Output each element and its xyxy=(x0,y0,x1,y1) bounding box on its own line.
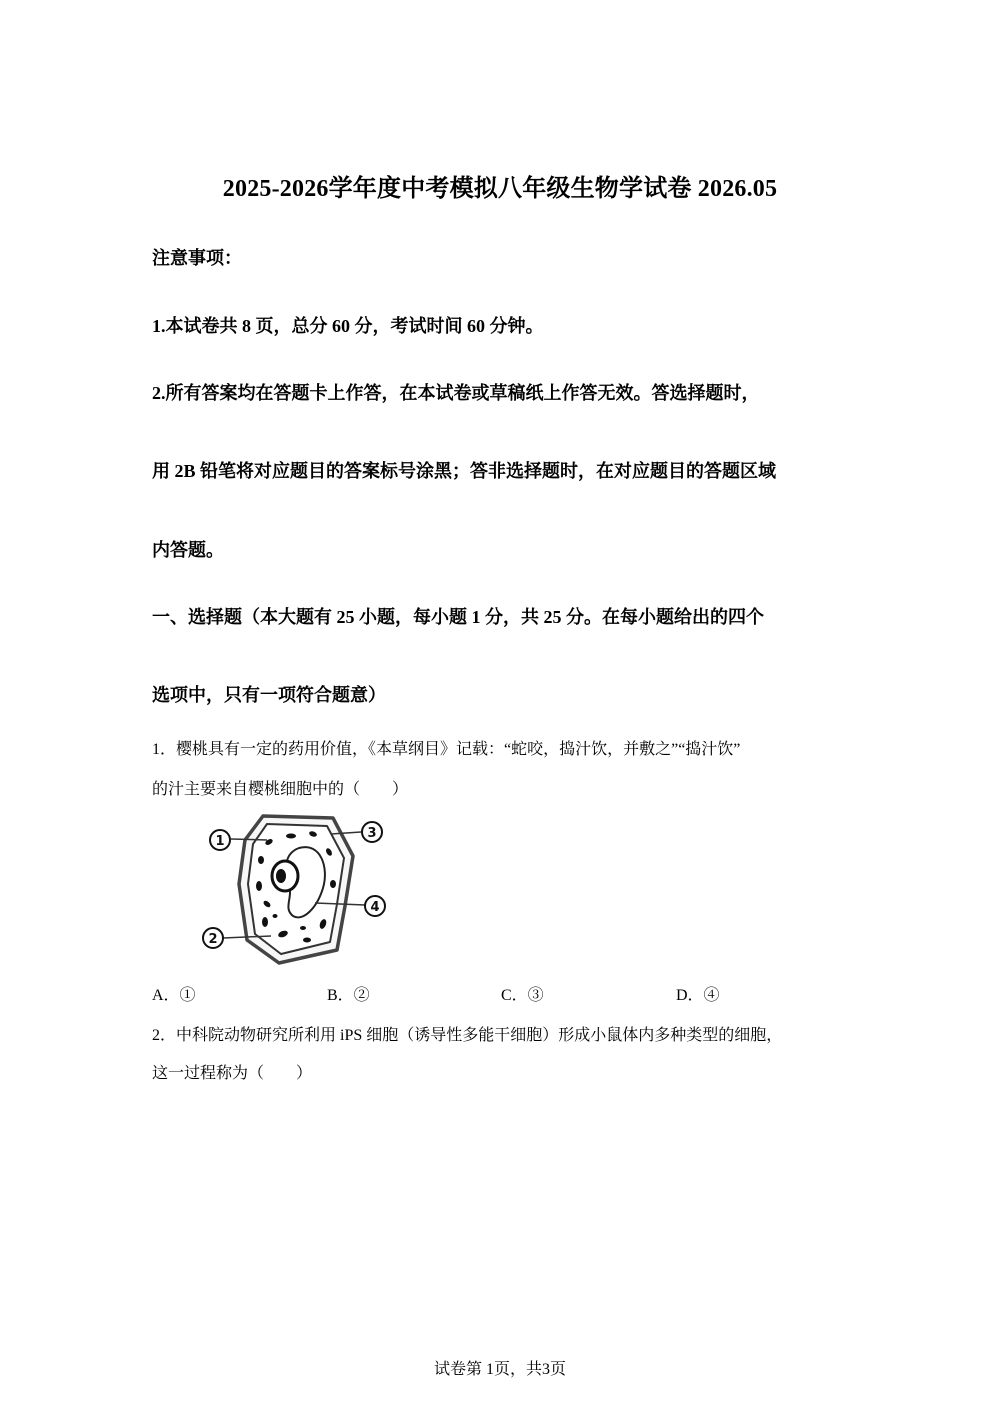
label-4-marker xyxy=(365,896,385,916)
plant-cell-diagram xyxy=(195,808,395,968)
label-3-marker xyxy=(362,822,382,842)
question-1-stem-line-2: 的汁主要来自樱桃细胞中的（ ） xyxy=(152,781,409,798)
notice-heading: 注意事项： xyxy=(152,248,242,268)
svg-text:4: 4 xyxy=(370,900,380,915)
notice-item-1: 1.本试卷共 8 页，总分 60 分，考试时间 60 分钟。 xyxy=(152,316,544,336)
svg-text:2: 2 xyxy=(208,932,218,947)
nucleolus xyxy=(276,869,286,883)
notice-item-2-line-3: 内答题。 xyxy=(152,540,224,560)
svg-text:3: 3 xyxy=(367,826,377,841)
notice-item-2-line-1: 2.所有答案均在答题卡上作答，在本试卷或草稿纸上作答无效。答选择题时， xyxy=(152,383,760,403)
section-1-heading-line-1: 一、选择题（本大题有 25 小题，每小题 1 分，共 25 分。在每小题给出的四个 xyxy=(152,607,764,627)
question-2-stem-line-1: 2．中科院动物研究所利用 iPS 细胞（诱导性多能干细胞）形成小鼠体内多种类型的细胞， xyxy=(152,1027,783,1044)
label-1-marker xyxy=(210,830,230,850)
question-1-option-c[interactable]: C．③ xyxy=(501,987,544,1004)
question-1-option-b[interactable]: B．② xyxy=(327,987,370,1004)
notice-item-2-line-2: 用 2B 铅笔将对应题目的答案标号涂黑；答非选择题时，在对应题目的答题区域 xyxy=(152,461,777,481)
exam-title: 2025-2026学年度中考模拟八年级生物学试卷 2026.05 xyxy=(222,176,778,202)
label-2-marker xyxy=(203,928,223,948)
page-footer: 试卷第 1页，共3页 xyxy=(433,1361,566,1378)
section-1-heading-line-2: 选项中，只有一项符合题意） xyxy=(152,685,386,705)
question-2-stem-line-2: 这一过程称为（ ） xyxy=(152,1065,313,1082)
question-1-option-d[interactable]: D．④ xyxy=(676,987,720,1004)
question-1-option-a[interactable]: A．① xyxy=(152,987,196,1004)
svg-text:1: 1 xyxy=(215,834,225,849)
question-1-stem-line-1: 1．樱桃具有一定的药用价值，《本草纲目》记载：“蛇咬，捣汁饮，并敷之”“捣汁饮” xyxy=(152,741,741,758)
